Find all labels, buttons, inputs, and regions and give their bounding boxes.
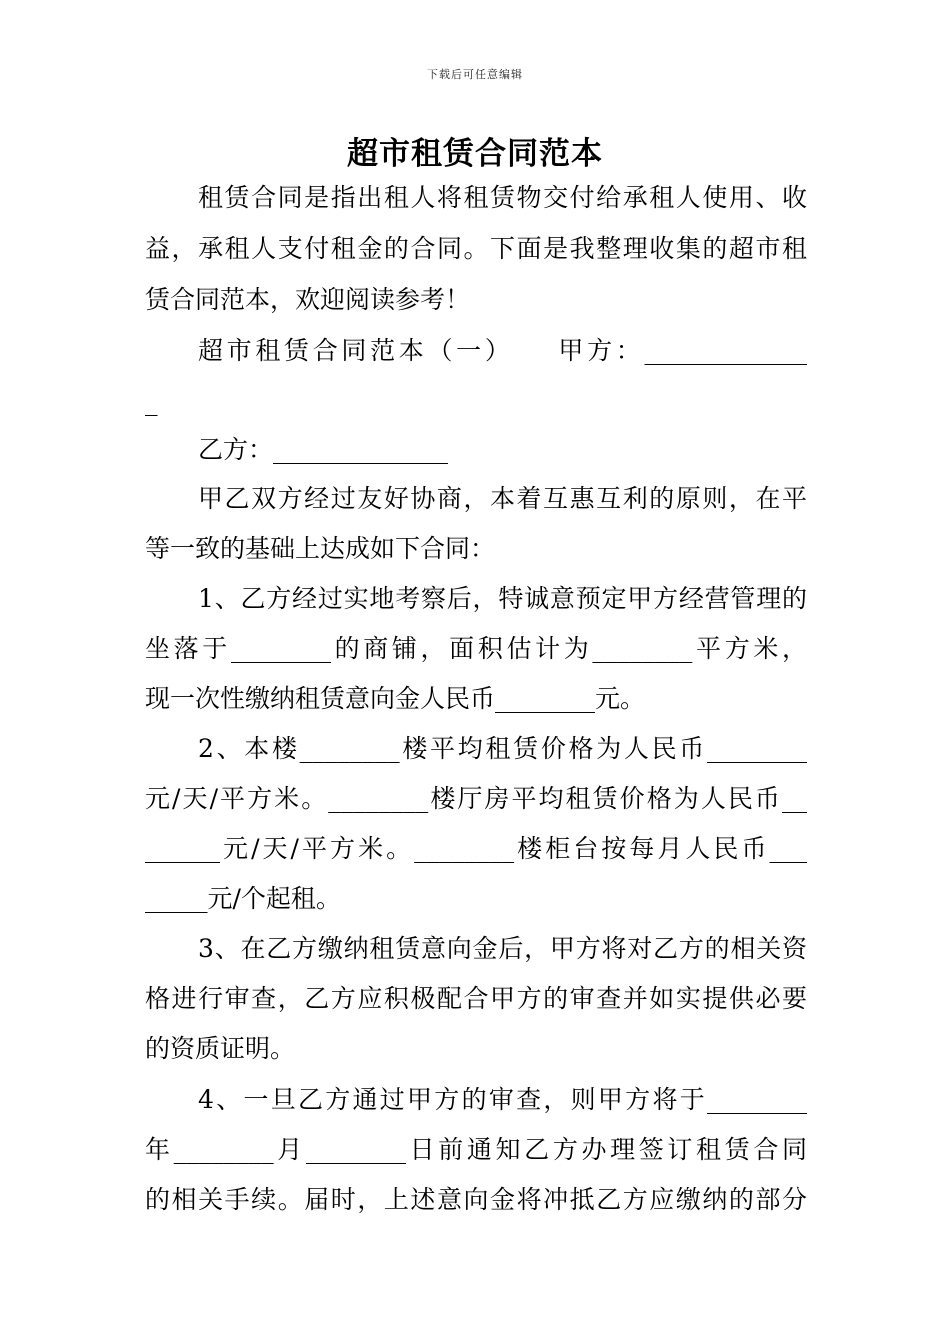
- document-title: 超市租赁合同范本: [347, 136, 603, 172]
- body-line: 的相关手续。届时，上述意向金将冲抵乙方应缴纳的部分: [145, 1185, 807, 1214]
- body-line: 的资质证明。: [145, 1034, 296, 1063]
- body-line: 益，承租人支付租金的合同。下面是我整理收集的超市租: [145, 234, 807, 263]
- body-line: 2、本楼________楼平均租赁价格为人民币________: [198, 734, 807, 763]
- body-line: _____元/个起租。: [145, 884, 341, 913]
- body-line: 超市租赁合同范本（一） 甲方：_____________: [198, 336, 807, 365]
- body-line: 元/天/平方米。________楼厅房平均租赁价格为人民币__: [145, 784, 807, 813]
- body-line: 甲乙双方经过友好协商，本着互惠互利的原则，在平: [198, 484, 807, 513]
- body-line: 等一致的基础上达成如下合同：: [145, 534, 496, 563]
- body-line: ______元/天/平方米。________楼柜台按每月人民币___: [145, 834, 807, 863]
- body-line: 1、乙方经过实地考察后，特诚意预定甲方经营管理的: [198, 584, 807, 613]
- body-line: 4、一旦乙方通过甲方的审查，则甲方将于________: [198, 1085, 807, 1114]
- body-line: 乙方：______________: [198, 435, 449, 464]
- body-line: 现一次性缴纳租赁意向金人民币________元。: [145, 684, 646, 713]
- body-line: 坐落于________的商铺，面积估计为________平方米，: [145, 634, 807, 663]
- body-line: 格进行审查，乙方应积极配合甲方的审查并如实提供必要: [145, 984, 807, 1013]
- body-line: 赁合同范本，欢迎阅读参考！: [145, 285, 471, 314]
- body-line: 租赁合同是指出租人将租赁物交付给承租人使用、收: [198, 183, 807, 212]
- body-line: 年________月________日前通知乙方办理签订租赁合同: [145, 1135, 807, 1164]
- body-line: _: [145, 387, 158, 416]
- header-note: 下载后可任意编辑: [427, 68, 523, 81]
- body-line: 3、在乙方缴纳租赁意向金后，甲方将对乙方的相关资: [198, 934, 807, 963]
